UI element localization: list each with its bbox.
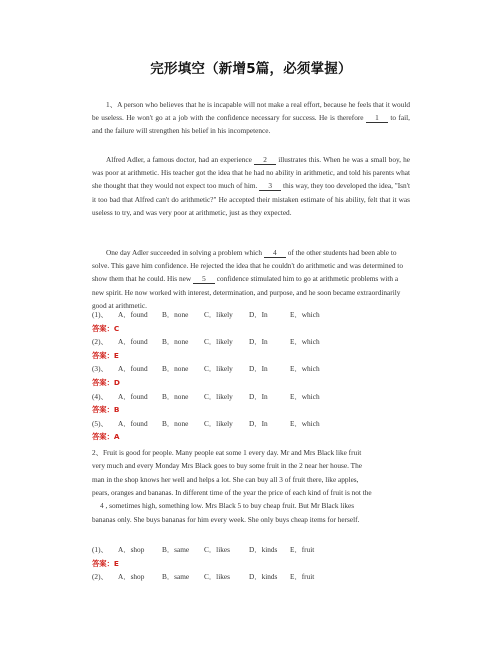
option-a: A．found xyxy=(118,310,148,319)
question-number: (2)、 xyxy=(92,572,108,582)
passage2-line: pears, oranges and bananas. In different time of the year the price of each kind of fruit is not the xyxy=(92,487,372,497)
page-title: 完形填空（新增5篇，必须掌握） xyxy=(150,61,352,77)
option-a: A．found xyxy=(118,337,148,347)
passage1-paragraph-1 xyxy=(92,98,410,138)
option-c: C．likely xyxy=(204,418,233,428)
option-e: E．fruit xyxy=(290,545,315,554)
option-c: C．likely xyxy=(204,310,233,319)
question-number: (5)、 xyxy=(92,418,108,428)
passage1-paragraph-2 xyxy=(92,153,410,219)
passage2-line: 2、Fruit is good for people. Many people eat some 1 every day. Mr and Mrs Black like fruit xyxy=(92,448,362,457)
answer-label: 答案：B xyxy=(92,405,120,415)
passage1-p3a: One day Adler succeeded in solving a problem which xyxy=(106,248,263,257)
option-b: B．none xyxy=(162,418,189,428)
option-e: E．which xyxy=(290,310,320,319)
question-number: (3)、 xyxy=(92,364,108,374)
option-a: A．found xyxy=(118,391,148,401)
answer-label: 答案：D xyxy=(92,378,120,387)
answer-label: 答案：E xyxy=(92,558,119,568)
option-b: B．same xyxy=(162,572,190,582)
option-a: A．found xyxy=(118,418,148,428)
passage1-p1-end: to fail, and the failure will strengthen his belief in his incompetence. xyxy=(92,113,410,136)
option-d: D．In xyxy=(249,364,268,374)
option-b: B．none xyxy=(162,337,189,347)
option-c: C．likely xyxy=(204,364,233,374)
option-b: B．none xyxy=(162,364,189,374)
option-c: C．likes xyxy=(204,545,230,554)
passage2-line: bananas only. She buys bananas for him every week. She only buys cheap items for herself. xyxy=(92,514,360,524)
option-d: D．In xyxy=(249,310,268,319)
blank-3: 3 xyxy=(259,181,281,191)
option-c: C．likes xyxy=(204,572,230,582)
passage1-paragraph-3 xyxy=(92,246,410,312)
passage1-p2b: illustrates this. When he was a small boy, he was poor at arithmetic. His teacher got the idea that he had no ability in arithmetic, and told his parents what she thought that they would not expect too much of him. xyxy=(92,155,411,191)
blank-4: 4 xyxy=(264,248,286,258)
passage2-line: 4 , sometimes high, something low. Mrs Black 5 to buy cheap fruit. But Mr Black likes xyxy=(100,501,355,511)
option-c: C．likely xyxy=(204,337,233,347)
blank-2: 2 xyxy=(254,155,276,165)
option-b: B．none xyxy=(162,310,189,319)
answer-label: 答案：A xyxy=(92,432,120,442)
passage2-line: very much and every Monday Mrs Black goes to buy some fruit in the 2 near her house. The xyxy=(92,461,362,471)
option-b: B．none xyxy=(162,391,189,401)
option-e: E．which xyxy=(290,364,320,374)
option-a: A．found xyxy=(118,364,148,374)
passage1-p3c: confidence stimulated him to go at arithmetic problems with a new spirit. He now worked with interest, determination, and purpose, and he soon became extraordinarily good at arithmetic. xyxy=(92,274,401,310)
option-d: D．In xyxy=(249,337,268,347)
blank-5: 5 xyxy=(193,274,215,284)
option-a: A．shop xyxy=(118,572,145,582)
option-e: E．which xyxy=(290,418,320,428)
passage1-p2c: this way, they too developed the idea, "Isn't it too bad that Alfred can't do arithmetic?" He accepted their mistaken estimate of his ability, felt that it was useless to try, and was very poor at arithmetic, just as they expected. xyxy=(92,181,410,217)
option-d: D．In xyxy=(249,418,268,428)
option-d: D．kinds xyxy=(249,572,278,582)
option-d: D．In xyxy=(249,391,268,401)
blank-1: 1 xyxy=(366,113,388,123)
option-c: C．likely xyxy=(204,391,233,401)
passage2-line: man in the shop knows her well and helps a lot. She can buy all 3 of fruit there, like apples, xyxy=(92,474,359,484)
option-b: B．same xyxy=(162,545,190,554)
answer-label: 答案：C xyxy=(92,323,120,333)
passage1-p3b: of the other students had been able to solve. This gave him confidence. He rejected the idea that he couldn't do arithmetic and was determined to show them that he could. His new xyxy=(92,248,403,284)
question-number: (1)、 xyxy=(92,310,108,319)
question-number: (4)、 xyxy=(92,391,108,401)
option-d: D．kinds xyxy=(249,545,278,554)
answer-label: 答案：E xyxy=(92,350,119,360)
option-a: A．shop xyxy=(118,545,145,554)
question-number: (2)、 xyxy=(92,337,108,347)
option-e: E．fruit xyxy=(290,572,315,582)
option-e: E．which xyxy=(290,391,320,401)
option-e: E．which xyxy=(290,337,320,347)
passage1-p1-text: 1、A person who believes that he is incapable will not make a real effort, because he feels that it would be useless. He won't go at a job with the confidence necessary for success. He is therefore xyxy=(92,100,410,123)
passage1-p2a: Alfred Adler, a famous doctor, had an experience xyxy=(106,155,252,164)
question-number: (1)、 xyxy=(92,545,108,554)
